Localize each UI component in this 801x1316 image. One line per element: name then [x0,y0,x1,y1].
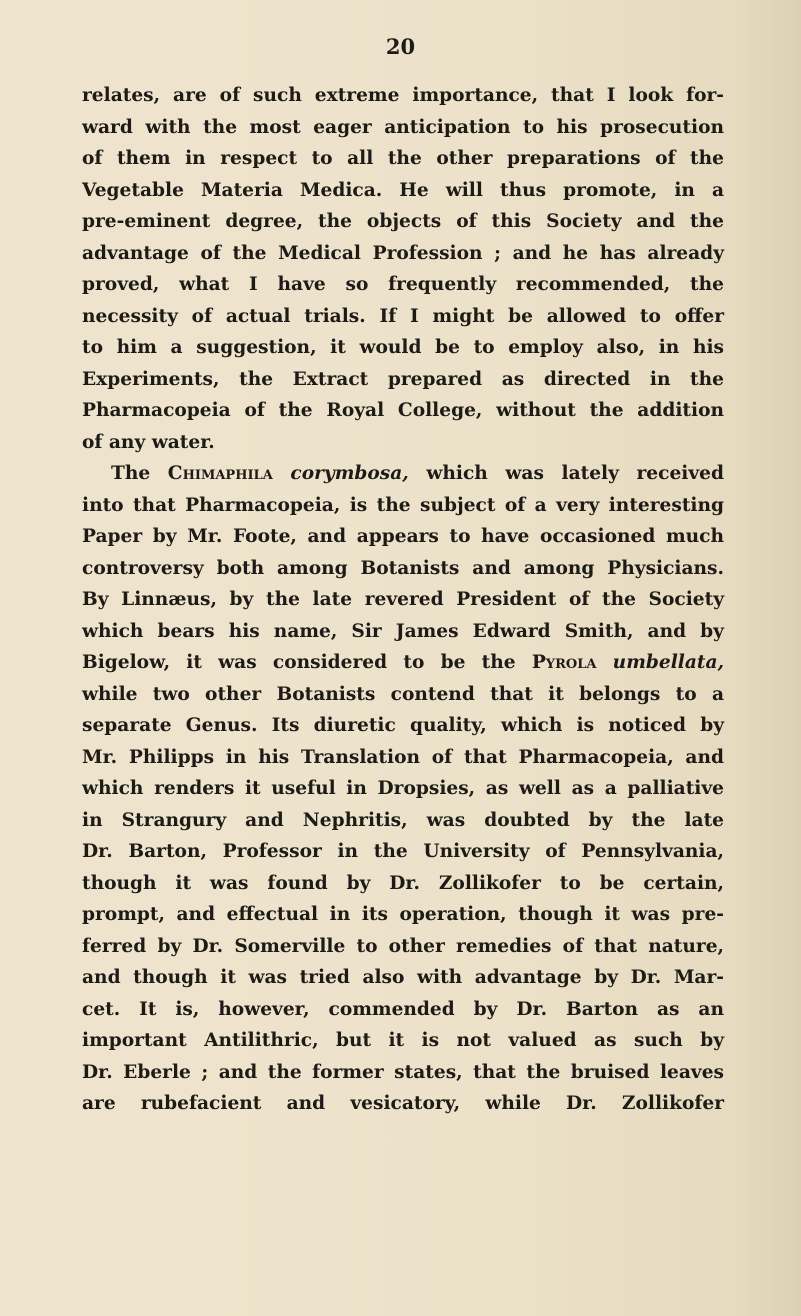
text-segment: proved, what I have so frequently recommended, the [82,274,724,295]
text-line [82,206,724,238]
text-line [82,679,724,711]
text-segment [273,463,291,484]
text-segment: relates, are of such extreme importance, that I look for- [82,85,724,106]
text-segment: of them in respect to all the other preparations of the [82,148,724,169]
text-segment: ward with the most eager anticipation to his prosecution [82,116,724,138]
text-line [82,80,724,112]
text-segment: necessity of actual trials. If I might be allowed to offer [82,305,724,327]
text-line [82,427,724,459]
text-line [82,553,724,585]
text-line [82,836,724,868]
text-segment: cet. It is, however, commended by Dr. Barton as an [82,998,724,1020]
text-line [82,710,724,742]
text-line [82,175,724,207]
text-segment: important Antilithric, but it is not valued as such by [82,1030,724,1051]
text-line [82,395,724,427]
text-segment: while two other Botanists contend that it belongs to a [82,683,724,705]
text-segment: though it was found by Dr. Zollikofer to be certain, [82,872,724,894]
text-line [82,521,724,553]
text-line [82,301,724,333]
text-line [82,364,724,396]
text-line [82,742,724,774]
text-segment: are rubefacient and vesicatory, while Dr. Zollikofer [82,1093,724,1114]
text-segment: to him a suggestion, it would be to employ also, in his [82,337,724,358]
text-line [82,584,724,616]
text-line [82,1025,724,1057]
text-line [82,647,724,679]
text-line [82,931,724,963]
text-line [82,962,724,994]
text-segment: Pharmacopeia of the Royal College, without the addition [82,400,724,421]
text-line [82,269,724,301]
text-segment: ferred by Dr. Somerville to other remedies of that nature, [82,935,724,957]
text-segment: Experiments, the Extract prepared as directed in the [82,368,724,390]
text-segment: Vegetable Materia Medica. He will thus promote, in a [82,179,724,201]
text-segment [596,652,612,673]
text-segment: which was lately received [408,463,724,484]
text-line [82,143,724,175]
text-segment: Chimaphila [167,463,273,484]
text-line [82,805,724,837]
text-segment: prompt, and effectual in its operation, though it was pre- [82,904,724,925]
text-line [82,1057,724,1089]
text-line [82,868,724,900]
text-segment: Bigelow, it was considered to be the [82,652,532,673]
text-segment: into that Pharmacopeia, is the subject of a very interesting [82,494,724,516]
text-line [82,899,724,931]
text-line [82,616,724,648]
text-segment: in Strangury and Nephritis, was doubted by the late [82,809,724,831]
text-segment: Pyrola [531,652,597,673]
text-line [82,490,724,522]
text-segment: separate Genus. Its diuretic quality, which is noticed by [82,715,724,736]
text-segment: advantage of the Medical Profession ; and he has already [82,242,724,264]
text-segment: Mr. Philipps in his Translation of that Pharmacopeia, and [82,746,724,768]
text-segment: which bears his name, Sir James Edward Smith, and by [82,620,724,642]
text-line [82,1088,724,1120]
body-text [82,80,724,1120]
text-line [82,332,724,364]
text-line [82,112,724,144]
text-segment: corymbosa, [290,463,409,484]
text-segment: Dr. Eberle ; and the former states, that the bruised leaves [82,1061,724,1083]
text-segment: which renders it useful in Dropsies, as well as a palliative [82,778,724,799]
text-line [82,238,724,270]
text-segment: controversy both among Botanists and among Physicians. [82,557,724,579]
text-segment: By Linnæus, by the late revered President of the Society [82,589,724,610]
text-line [82,458,724,490]
text-segment: The [111,463,168,484]
page-number: 20 [385,34,416,59]
text-segment: pre-eminent degree, the objects of this Society and the [82,211,724,232]
text-segment: of any water. [82,431,215,453]
text-segment: Dr. Barton, Professor in the University of Pennsylvania, [82,841,724,862]
text-segment: and though it was tried also with advantage by Dr. Mar- [82,967,724,988]
text-segment: umbellata, [612,652,724,673]
text-segment: Paper by Mr. Foote, and appears to have occasioned much [82,526,724,547]
text-line [82,773,724,805]
text-line [82,994,724,1026]
